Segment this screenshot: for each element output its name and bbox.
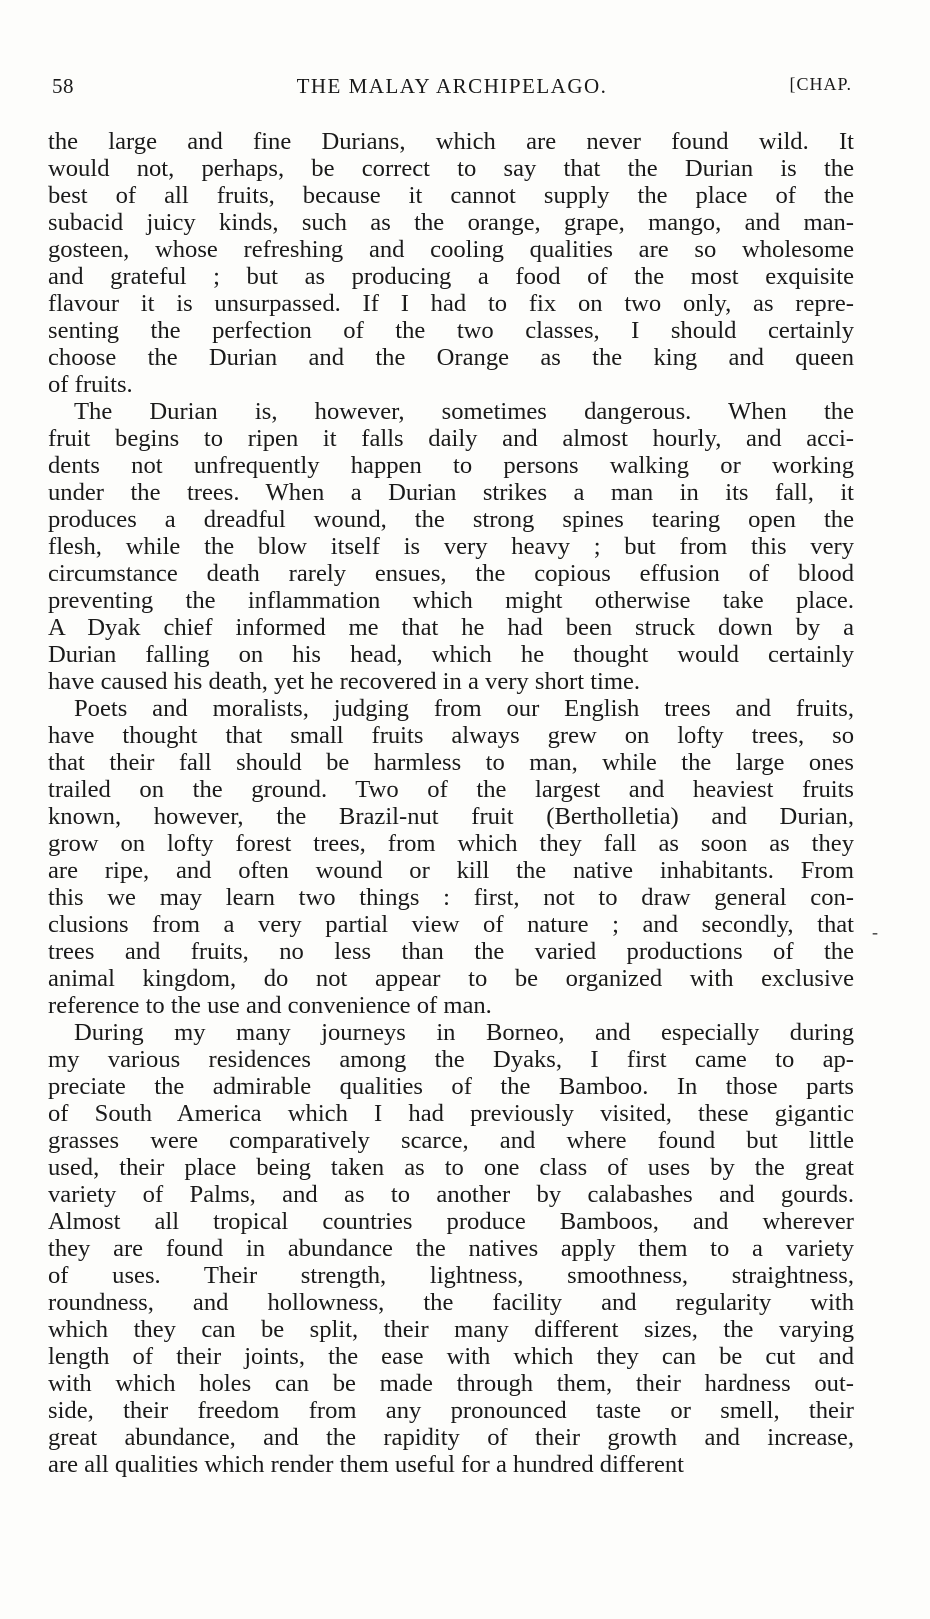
- text-line: produces a dreadful wound, the strong spines tearing open the: [48, 506, 854, 533]
- text-line: they are found in abundance the natives apply them to a variety: [48, 1235, 854, 1262]
- text-line: A Dyak chief informed me that he had been struck down by a: [48, 614, 854, 641]
- text-line: The Durian is, however, sometimes dangerous. When the: [74, 398, 854, 425]
- text-line: animal kingdom, do not appear to be organized with exclusive: [48, 965, 854, 992]
- running-title: THE MALAY ARCHIPELAGO.: [296, 74, 608, 98]
- text-line: that their fall should be harmless to man, while the large ones: [48, 749, 854, 776]
- page-number: 58: [52, 74, 74, 98]
- text-line: circumstance death rarely ensues, the copious effusion of blood: [48, 560, 854, 587]
- text-line: of uses. Their strength, lightness, smoothness, straightness,: [48, 1262, 854, 1289]
- text-line: preventing the inflammation which might otherwise take place.: [48, 587, 854, 614]
- text-line: the large and fine Durians, which are never found wild. It: [48, 128, 854, 155]
- text-line: of South America which I had previously visited, these gigantic: [48, 1100, 854, 1127]
- text-line: have thought that small fruits always grew on lofty trees, so: [48, 722, 854, 749]
- text-line: trailed on the ground. Two of the largest and heaviest fruits: [48, 776, 854, 803]
- text-line: During my many journeys in Borneo, and especially during: [74, 1019, 854, 1046]
- text-line: senting the perfection of the two classes, I should certainly: [48, 317, 854, 344]
- paragraph: [48, 695, 854, 1019]
- text-line: preciate the admirable qualities of the Bamboo. In those parts: [48, 1073, 854, 1100]
- text-line: flavour it is unsurpassed. If I had to fix on two only, as repre-: [48, 290, 854, 317]
- running-header: [52, 74, 852, 104]
- text-line: and grateful ; but as producing a food of the most exquisite: [48, 263, 854, 290]
- text-line: have caused his death, yet he recovered in a very short time.: [48, 668, 641, 695]
- text-line: best of all fruits, because it cannot supply the place of the: [48, 182, 854, 209]
- text-line: my various residences among the Dyaks, I first came to ap-: [48, 1046, 854, 1073]
- paragraph: [48, 128, 854, 398]
- text-line: trees and fruits, no less than the varied productions of the: [48, 938, 854, 965]
- text-line: which they can be split, their many different sizes, the varying: [48, 1316, 854, 1343]
- text-line: with which holes can be made through them, their hardness out-: [48, 1370, 854, 1397]
- text-line: grow on lofty forest trees, from which they fall as soon as they: [48, 830, 854, 857]
- text-line: are ripe, and often wound or kill the native inhabitants. From: [48, 857, 854, 884]
- text-line: roundness, and hollowness, the facility and regularity with: [48, 1289, 854, 1316]
- text-line: great abundance, and the rapidity of their growth and increase,: [48, 1424, 854, 1451]
- text-line: of fruits.: [48, 371, 133, 398]
- text-line: choose the Durian and the Orange as the king and queen: [48, 344, 854, 371]
- text-line: Poets and moralists, judging from our English trees and fruits,: [74, 695, 854, 722]
- paragraph: [48, 1019, 854, 1478]
- text-line: reference to the use and convenience of man.: [48, 992, 492, 1019]
- text-line: used, their place being taken as to one class of uses by the great: [48, 1154, 854, 1181]
- text-line: are all qualities which render them useful for a hundred different: [48, 1451, 685, 1478]
- text-line: gosteen, whose refreshing and cooling qualities are so wholesome: [48, 236, 854, 263]
- text-line: length of their joints, the ease with which they can be cut and: [48, 1343, 854, 1370]
- text-line: side, their freedom from any pronounced taste or smell, their: [48, 1397, 854, 1424]
- margin-mark: -: [872, 922, 878, 942]
- body-text: [48, 128, 854, 1478]
- text-line: variety of Palms, and as to another by calabashes and gourds.: [48, 1181, 854, 1208]
- text-line: grasses were comparatively scarce, and where found but little: [48, 1127, 854, 1154]
- text-line: clusions from a very partial view of nature ; and secondly, that: [48, 911, 854, 938]
- text-line: dents not unfrequently happen to persons walking or working: [48, 452, 854, 479]
- text-line: Durian falling on his head, which he thought would certainly: [48, 641, 854, 668]
- text-line: flesh, while the blow itself is very heavy ; but from this very: [48, 533, 854, 560]
- text-line: Almost all tropical countries produce Bamboos, and wherever: [48, 1208, 854, 1235]
- text-line: known, however, the Brazil-nut fruit (Bertholletia) and Durian,: [48, 803, 854, 830]
- paragraph: [48, 398, 854, 695]
- text-line: would not, perhaps, be correct to say that the Durian is the: [48, 155, 854, 182]
- chapter-marker: [CHAP.: [789, 74, 852, 94]
- text-line: under the trees. When a Durian strikes a man in its fall, it: [48, 479, 854, 506]
- text-line: fruit begins to ripen it falls daily and almost hourly, and acci-: [48, 425, 854, 452]
- text-line: subacid juicy kinds, such as the orange, grape, mango, and man-: [48, 209, 854, 236]
- text-line: this we may learn two things : first, not to draw general con-: [48, 884, 854, 911]
